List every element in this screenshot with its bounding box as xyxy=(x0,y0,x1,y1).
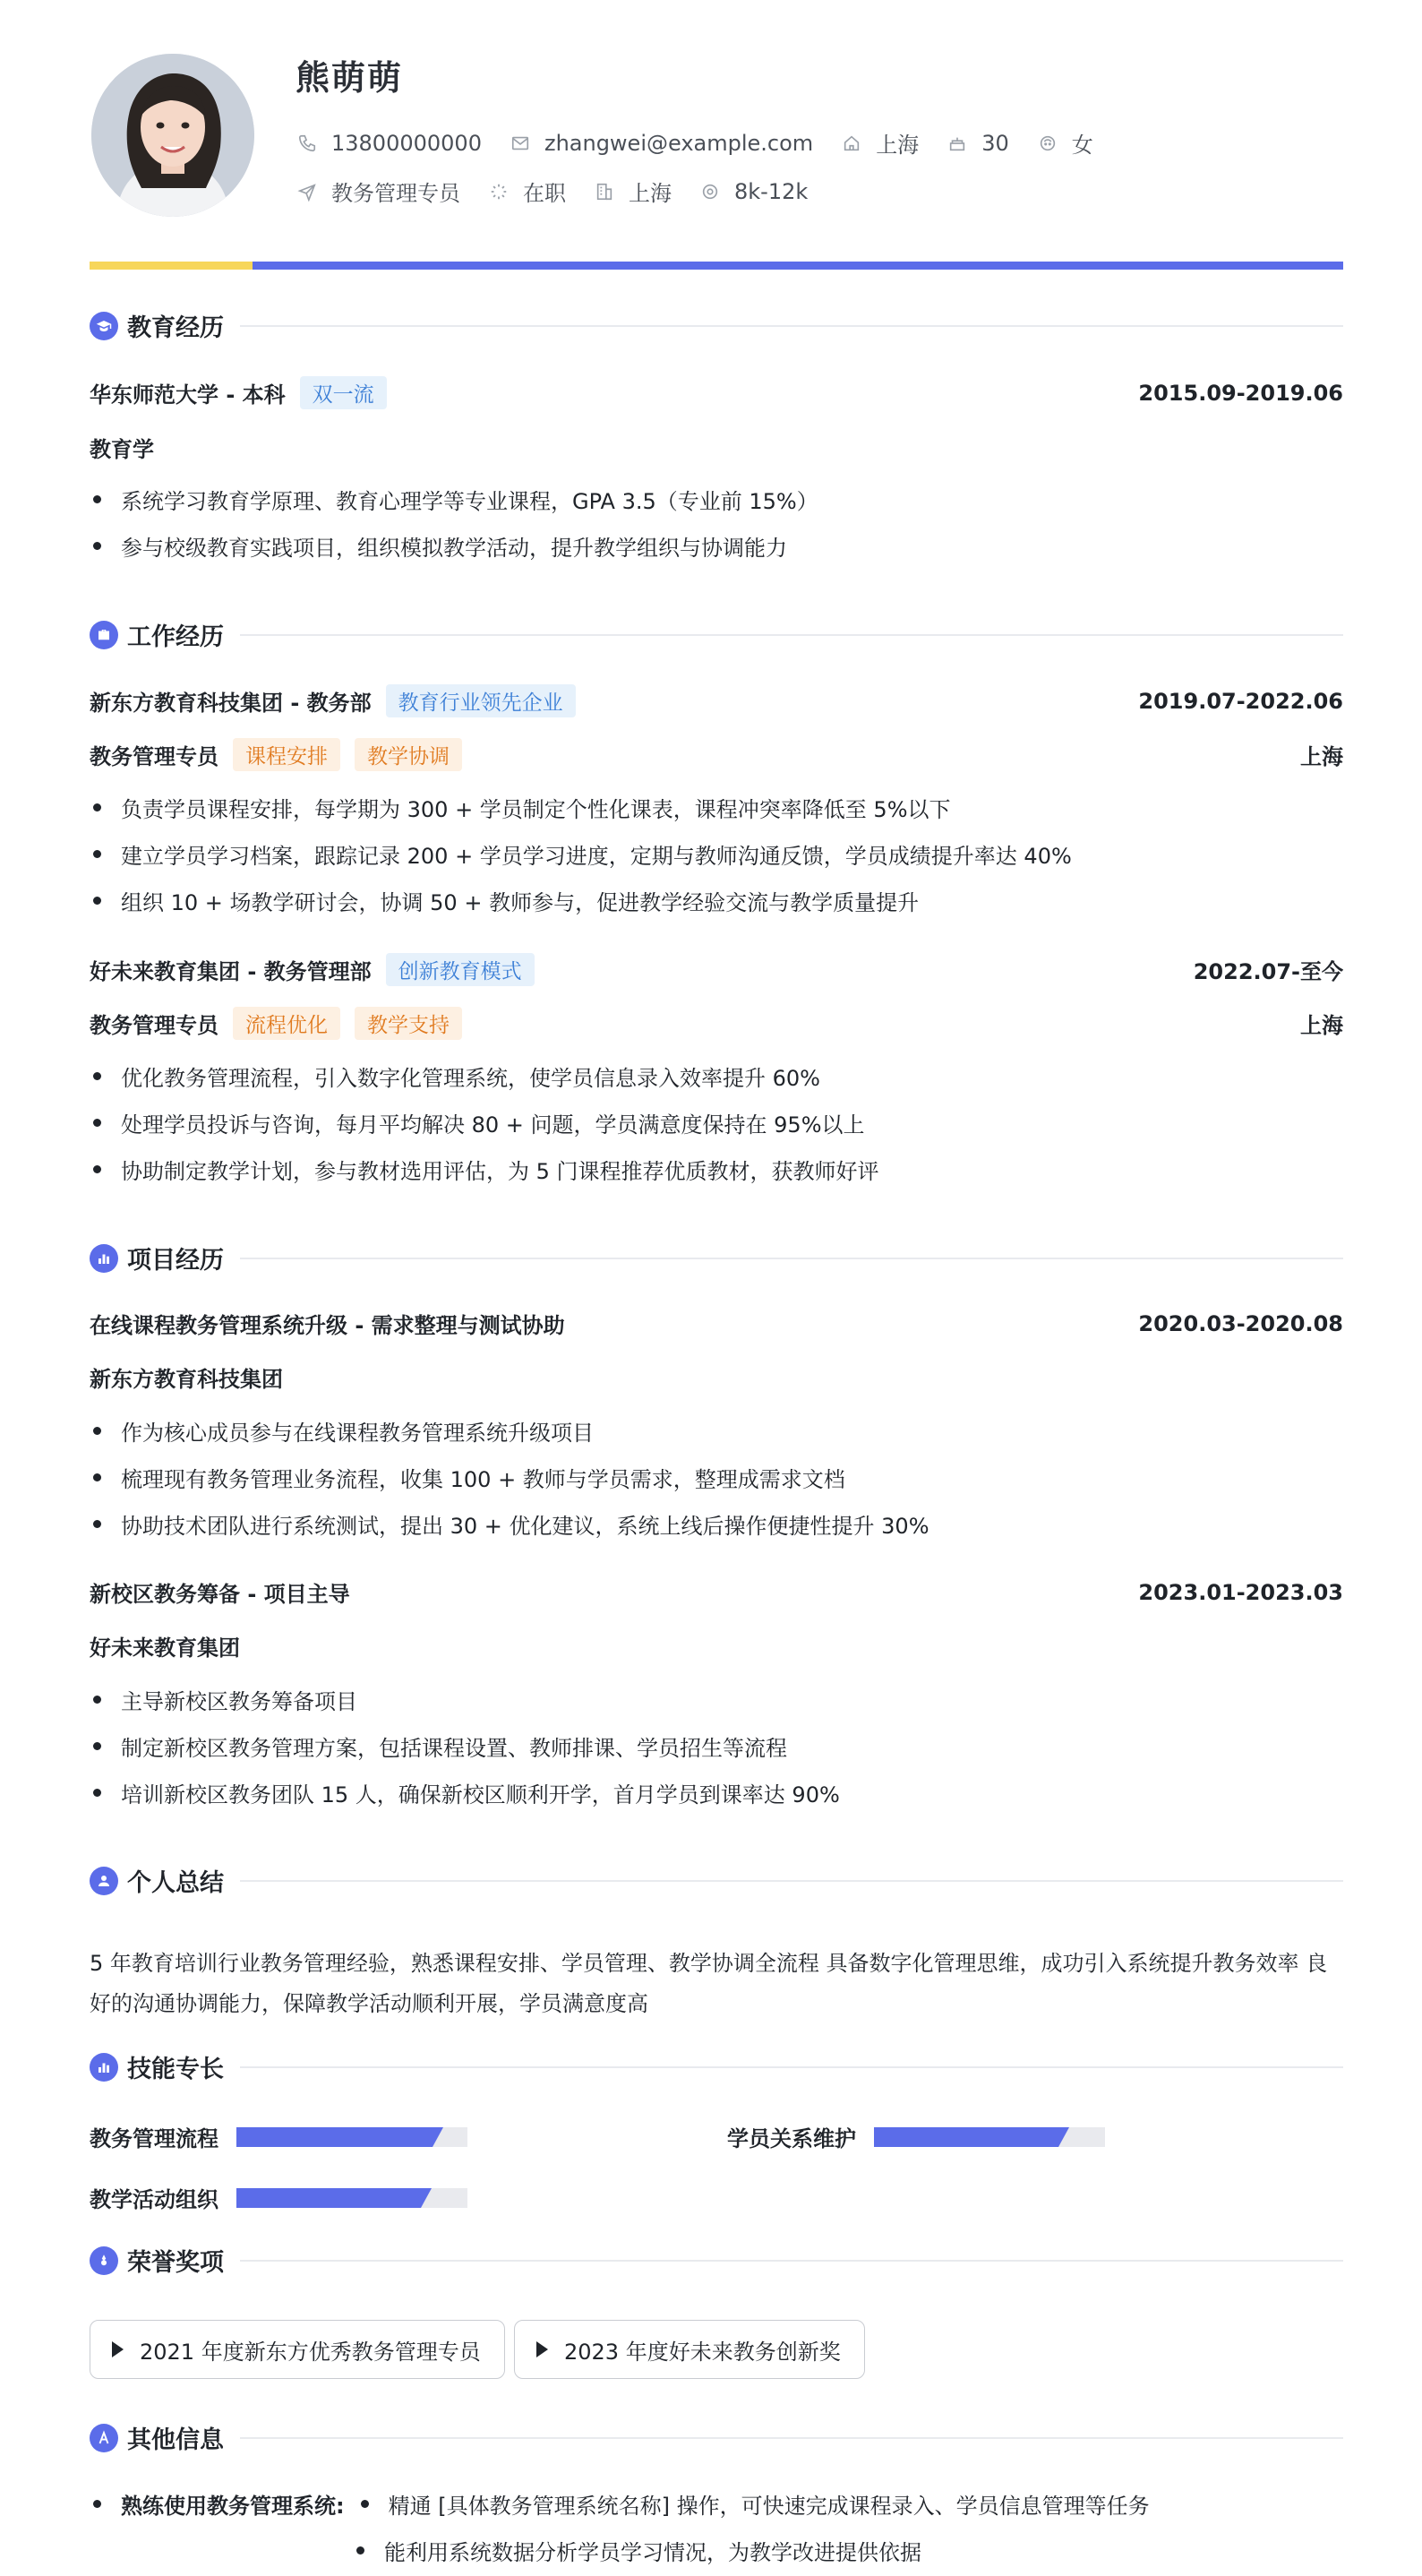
work-city: 上海 xyxy=(1300,744,1343,769)
role-tag: 教学协调 xyxy=(355,738,462,771)
list-item: 主导新校区教务筹备项目 xyxy=(90,1684,357,1715)
role-tag: 课程安排 xyxy=(233,738,340,771)
list-item: 参与校级教育实践项目，组织模拟教学活动，提升教学组织与协调能力 xyxy=(90,530,787,562)
play-icon xyxy=(536,2341,548,2357)
list-item: 组织 10 + 场教学研讨会，协调 50 + 教师参与，促进教学经验交流与教学质量提升 xyxy=(90,885,919,916)
project-date: 2020.03-2020.08 xyxy=(1138,1310,1343,1336)
briefcase-icon xyxy=(90,621,118,649)
work-date: 2019.07-2022.06 xyxy=(1138,688,1343,714)
project-org: 新东方教育科技集团 xyxy=(90,1367,283,1392)
list-item: 优化教务管理流程，引入数字化管理系统，使学员信息录入效率提升 60% xyxy=(90,1060,820,1092)
list-item: 作为核心成员参与在线课程教务管理系统升级项目 xyxy=(90,1415,594,1447)
target-city-item xyxy=(593,176,672,207)
list-item: 协助制定教学计划，参与教材选用评估，为 5 门课程推荐优质教材，获教师好评 xyxy=(90,1154,879,1185)
section-title: 其他信息 xyxy=(127,2426,224,2454)
skill-bar xyxy=(236,2188,467,2208)
email-item xyxy=(509,131,813,156)
award-icon xyxy=(90,2246,118,2275)
candidate-name: 熊萌萌 xyxy=(296,58,404,98)
project-header-1 xyxy=(90,1308,1343,1339)
list-item: 建立学员学习档案，跟踪记录 200 + 学员学习进度，定期与教师沟通反馈，学员成绩提升率达 40% xyxy=(90,838,1072,870)
other-label: 熟练使用教务管理系统: xyxy=(121,2494,345,2519)
coin-icon xyxy=(698,180,722,203)
section-summary xyxy=(90,1863,1343,1898)
list-item: 系统学习教育学原理、教育心理学等专业课程，GPA 3.5（专业前 15%） xyxy=(90,484,818,515)
work-role-2 xyxy=(90,1007,1343,1040)
project-title: 在线课程教务管理系统升级 - 需求整理与测试协助 xyxy=(90,1313,565,1338)
role-tag: 教学支持 xyxy=(355,1007,462,1040)
contact-row xyxy=(296,127,1120,159)
send-icon xyxy=(296,180,319,203)
age-text: 30 xyxy=(981,130,1009,156)
role-name: 教务管理专员 xyxy=(90,744,218,769)
work-date: 2022.07-至今 xyxy=(1193,959,1343,984)
project-org-2 xyxy=(90,1630,1343,1662)
work-city: 上海 xyxy=(1300,1013,1343,1038)
work-role-1 xyxy=(90,738,1343,771)
bar-chart-icon xyxy=(90,2053,118,2082)
gender-text: 女 xyxy=(1071,133,1093,158)
list-item: 制定新校区教务管理方案，包括课程设置、教师排课、学员招生等流程 xyxy=(90,1730,787,1762)
status-item xyxy=(487,176,566,207)
phone-text: 13800000000 xyxy=(331,130,482,156)
list-item: 协助技术团队进行系统测试，提出 30 + 优化建议，系统上线后操作便捷性提升 30% xyxy=(90,1508,929,1540)
project-title: 新校区教务筹备 - 项目主导 xyxy=(90,1582,350,1607)
section-title: 项目经历 xyxy=(127,1247,224,1275)
home-city-item xyxy=(840,127,919,159)
list-item: 培训新校区教务团队 15 人，确保新校区顺利开学，首月学员到课率达 90% xyxy=(90,1777,840,1808)
work-header-1 xyxy=(90,684,1343,717)
cake-icon xyxy=(946,132,969,155)
section-projects xyxy=(90,1241,1343,1275)
project-date: 2023.01-2023.03 xyxy=(1138,1579,1343,1605)
section-honors xyxy=(90,2243,1343,2278)
position-item xyxy=(296,176,460,207)
status-text: 在职 xyxy=(523,181,566,206)
role-tag: 流程优化 xyxy=(233,1007,340,1040)
section-title: 荣誉奖项 xyxy=(127,2249,224,2277)
position-text: 教务管理专员 xyxy=(331,181,460,206)
building-icon xyxy=(593,180,616,203)
company-name: 新东方教育科技集团 - 教务部 xyxy=(90,691,372,716)
graduation-cap-icon xyxy=(90,312,118,340)
skill-bar xyxy=(236,2127,467,2147)
company-tag: 创新教育模式 xyxy=(386,953,535,986)
school-name: 华东师范大学 - 本科 xyxy=(90,382,286,408)
section-title: 工作经历 xyxy=(127,623,224,651)
company-tag: 教育行业领先企业 xyxy=(386,684,576,717)
target-city-text: 上海 xyxy=(629,181,672,206)
email-text: zhangwei@example.com xyxy=(544,130,814,156)
list-item: 负责学员课程安排，每学期为 300 + 学员制定个性化课表，课程冲突率降低至 5%以下 xyxy=(90,792,951,823)
education-major-row xyxy=(90,432,1343,463)
school-tag: 双一流 xyxy=(300,376,387,409)
home-icon xyxy=(840,132,863,155)
mail-icon xyxy=(509,132,532,155)
phone-icon xyxy=(296,132,319,155)
avatar xyxy=(91,54,254,217)
skill-name: 学员关系维护 xyxy=(727,2126,856,2151)
section-education xyxy=(90,308,1343,343)
skill-item xyxy=(90,2121,467,2152)
resume-page xyxy=(90,0,1343,2576)
face-icon xyxy=(1036,132,1059,155)
list-item: 熟练使用教务管理系统: 精通 [具体教务管理系统名称] 操作，可快速完成课程录入、学员信息管理等任务 xyxy=(90,2488,1150,2520)
major: 教育学 xyxy=(90,437,154,462)
project-org: 好未来教育集团 xyxy=(90,1636,240,1661)
project-header-2 xyxy=(90,1576,1343,1608)
skill-item xyxy=(90,2182,467,2213)
education-date: 2015.09-2019.06 xyxy=(1138,380,1343,406)
section-title: 个人总结 xyxy=(127,1869,224,1897)
section-other xyxy=(90,2420,1343,2455)
age-item xyxy=(946,131,1009,156)
list-item: 处理学员投诉与咨询，每月平均解决 80 + 问题，学员满意度保持在 95%以上 xyxy=(90,1107,865,1138)
bar-chart-icon xyxy=(90,1244,118,1273)
work-header-2 xyxy=(90,953,1343,986)
award-item: 2021 年度新东方优秀教务管理专员 xyxy=(90,2320,505,2379)
letter-a-icon xyxy=(90,2424,118,2452)
section-skills xyxy=(90,2049,1343,2084)
loading-icon xyxy=(487,180,510,203)
company-name: 好未来教育集团 - 教务管理部 xyxy=(90,959,372,984)
gender-item xyxy=(1036,127,1093,159)
salary-item xyxy=(698,179,808,204)
list-item: 能利用系统数据分析学员学习情况，为教学改进提供依据 xyxy=(353,2535,921,2566)
user-icon xyxy=(90,1867,118,1895)
award-item: 2023 年度好未来教务创新奖 xyxy=(514,2320,865,2379)
education-header xyxy=(90,376,1343,409)
play-icon xyxy=(112,2341,124,2357)
role-name: 教务管理专员 xyxy=(90,1013,218,1038)
skill-name: 教务管理流程 xyxy=(90,2126,218,2151)
section-title: 技能专长 xyxy=(127,2056,224,2083)
list-item: 梳理现有教务管理业务流程，收集 100 + 教师与学员需求，整理成需求文档 xyxy=(90,1462,845,1493)
job-intent-row xyxy=(296,176,835,207)
summary-text: 5 年教育培训行业教务管理经验，熟悉课程安排、学员管理、教学协调全流程 具备数字化管理思维，成功引入系统提升教务效率 良好的沟通协调能力，保障教学活动顺利开展，学员满意度高 xyxy=(90,1951,1328,2016)
project-org-1 xyxy=(90,1361,1343,1393)
skill-bar xyxy=(874,2127,1105,2147)
home-city-text: 上海 xyxy=(876,133,920,158)
skill-item xyxy=(727,2121,1105,2152)
header-divider xyxy=(90,262,1343,270)
skill-name: 教学活动组织 xyxy=(90,2187,218,2212)
section-work xyxy=(90,617,1343,652)
phone-item xyxy=(296,131,482,156)
section-title: 教育经历 xyxy=(127,314,224,342)
salary-text: 8k-12k xyxy=(734,178,809,204)
